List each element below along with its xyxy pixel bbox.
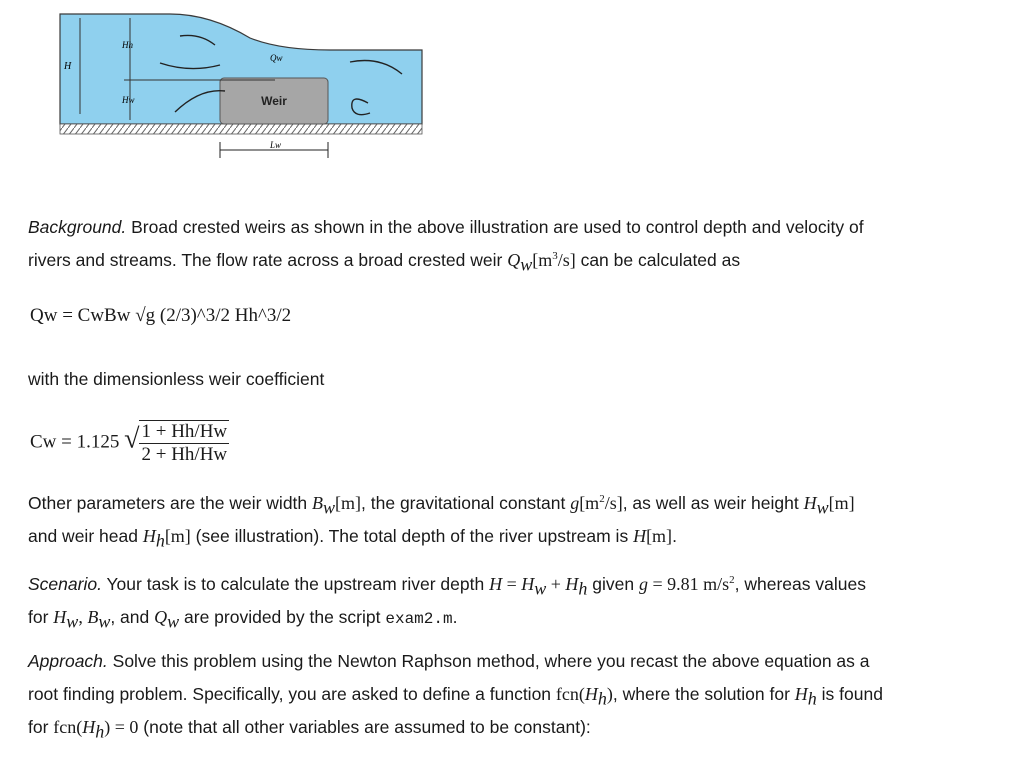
script-name: exam2.m [385, 610, 453, 628]
label-Lw: Lw [270, 140, 282, 150]
scenario-paragraph: Scenario. Your task is to calculate the upstream river depth $H = H_w + H_h$ given g = 9.81 $m/s^2$, whereas values for $H_w$, $B_w$, and $Q_w$ are provided by the script exam2.m. [28, 574, 866, 632]
approach-paragraph: Approach. Solve this problem using the Newton Raphson method, where you recast the above equation as a root finding problem. Specifically, you are asked to define a function $fcn(H_h)$, where the solution for $H_h$ is found for $fcn(H_h) = 0$ (note that all other variables are assumed to be constant): [28, 651, 883, 742]
label-Hh: Hh [122, 40, 133, 50]
background-paragraph: Background. Broad crested weirs as shown in the above illustration are used to control depth and velocity of rivers and streams. The flow rate across a broad crested weir $Q_w[m^3/s]$ can be calculated as [28, 217, 864, 275]
flow-rate-equation-text: Qw = CwBw √g (2/3)^3/2 Hh^3/2 [30, 305, 292, 326]
weir-illustration [50, 8, 430, 163]
background-title: Background. [28, 217, 127, 237]
label-Qw: Qw [270, 53, 283, 63]
approach-title: Approach. [28, 651, 108, 671]
channel-bed [60, 124, 422, 134]
parameters-paragraph: Other parameters are the weir width $B_w[m]$, the gravitational constant $g[m^2/s]$, as well as weir height $H_w[m]$ and weir head $H_h[m]$ (see illustration). The total depth of the river upstream is H[m]. [28, 493, 855, 551]
scenario-title: Scenario. [28, 574, 102, 594]
eq2-denominator: 2 + Hh/Hw [141, 444, 228, 465]
label-H: H [64, 61, 72, 72]
with-text: with the dimensionless weir coefficient [28, 369, 325, 389]
flow-rate-equation [30, 305, 291, 327]
weir-label: Weir [261, 94, 287, 108]
label-Hw: Hw [122, 95, 135, 105]
eq2-numerator: 1 + Hh/Hw [141, 421, 228, 442]
weir-coefficient-equation: Cw = 1.125 √ $\frac{1 + Hh/Hw}{2 + Hh/Hw}$ [30, 421, 228, 465]
eq2-lhs: Cw = 1.125 [30, 431, 120, 453]
